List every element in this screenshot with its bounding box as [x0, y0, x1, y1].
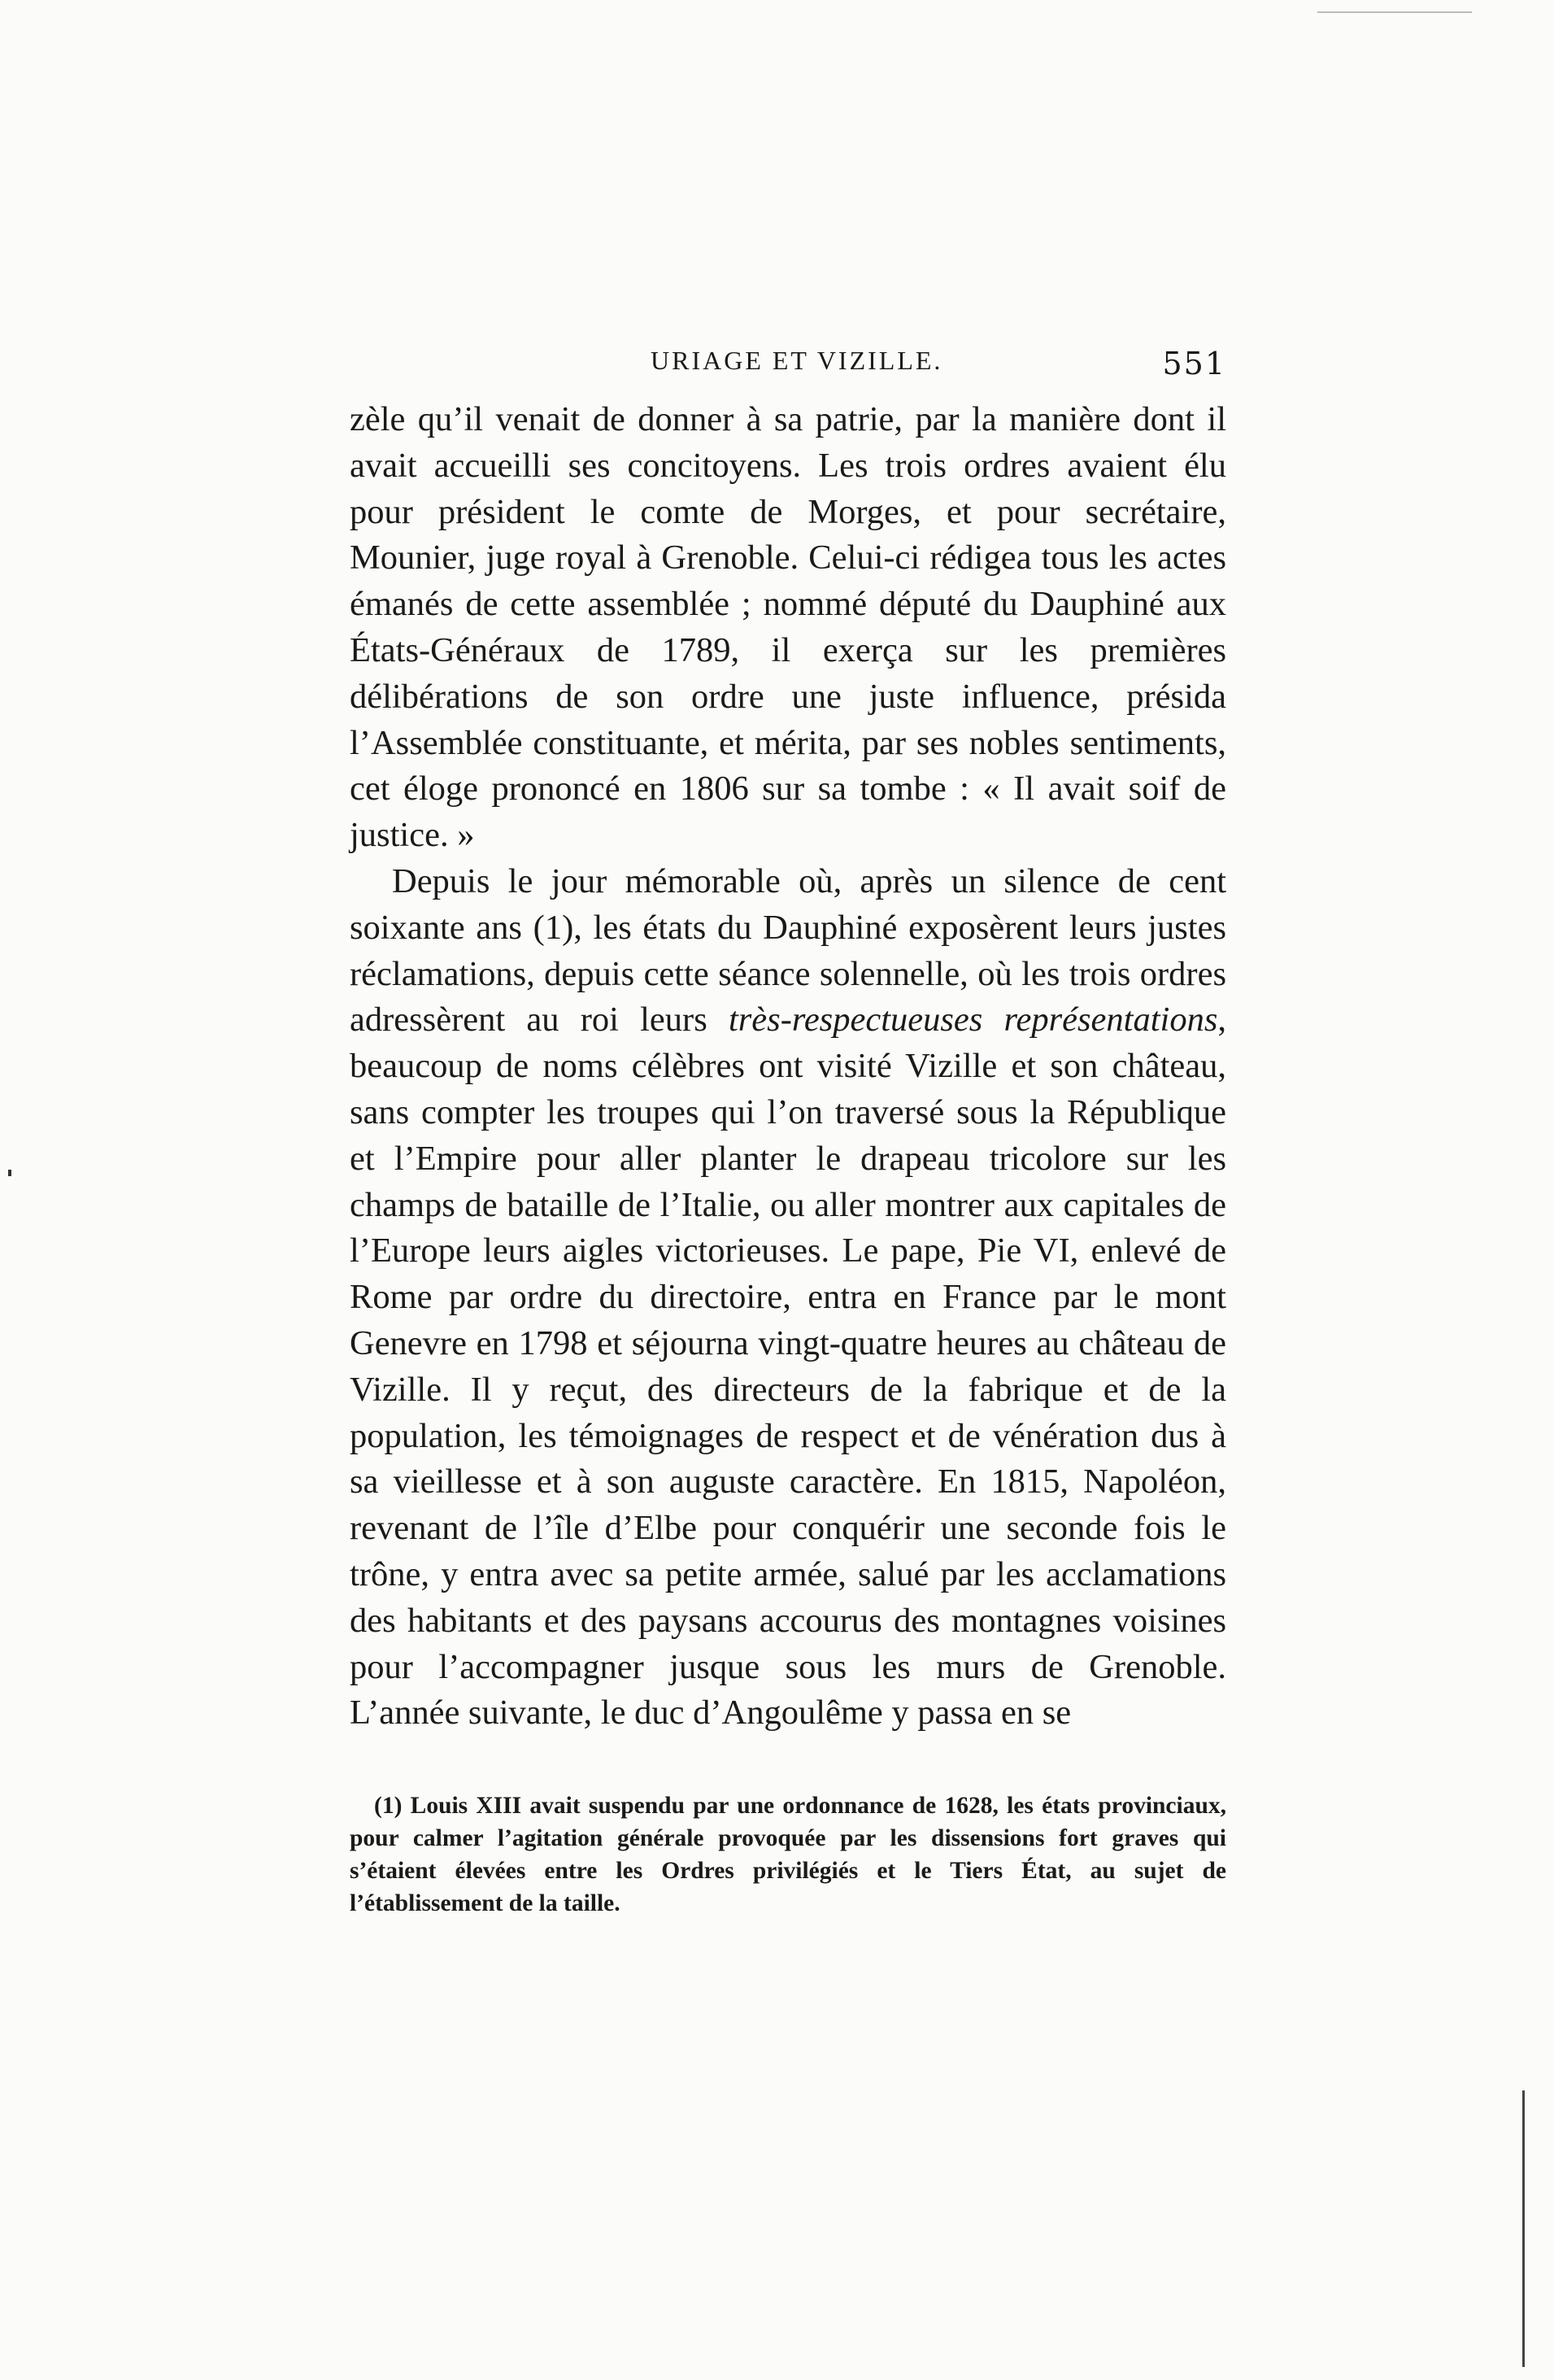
- paragraph-1: zèle qu’il venait de donner à sa patrie, par la manière dont il avait accueilli ses concitoyens. Les trois ordres avaient élu pour président le comte de Morges, et pour secrétaire, Mounier, juge royal à Grenoble. Celui-ci rédigea tous les actes émanés de cette assemblée ; nommé député du Dauphiné aux États-Généraux de 1789, il exerça sur les premières délibérations de son ordre une juste influence, présida l’Assemblée constituante, et mérita, par ses nobles sentiments, cet éloge prononcé en 1806 sur sa tombe : « Il avait soif de justice. »: [350, 400, 1226, 855]
- page-number: 551: [1162, 346, 1226, 381]
- footnotes: [350, 1789, 1226, 1920]
- running-head: [350, 346, 1226, 394]
- paragraph-2: [350, 859, 1226, 1737]
- main-text: [350, 397, 1226, 1737]
- scan-edge-mark-right: [1522, 2090, 1525, 2367]
- scan-edge-mark-top: [1317, 11, 1472, 13]
- running-head-title: URIAGE ET VIZILLE.: [651, 346, 943, 375]
- scan-edge-mark-left: [8, 1170, 11, 1176]
- paragraph-2-start: Depuis le jour mémorable où, après un silence de cent soixante ans (1), les états du Dauphiné exposèrent leurs justes réclamations, depuis cette séance solennelle, où les trois ordres adressèrent au roi leurs: [350, 861, 1226, 1040]
- paragraph-2-end: , beaucoup de noms célèbres ont visité Vizille et son château, sans compter les troupes qui l’on traversé sous la République et l’Empire pour aller planter le drapeau tricolore sur les champs de bataille de l’Italie, ou aller montrer aux capitales de l’Europe leurs aigles victorieuses. Le pape, Pie VI, enlevé de Rome par ordre du directoire, entra en France par le mont Genevre en 1798 et séjourna vingt-quatre heures au château de Vizille. Il y reçut, des directeurs de la fabrique et de la population, les témoignages de respect et de vénération dus à sa vieillesse et à son auguste caractère. En 1815, Napoléon, revenant de l’île d’Elbe pour conquérir une seconde fois le trône, y entra avec sa petite armée, salué par les acclamations des habitants et des paysans accourus des montagnes voisines pour l’accompagner jusque sous les murs de Grenoble. L’année suivante, le duc d’Angoulême y passa en se: [350, 1000, 1226, 1733]
- paragraph-2-italic: très-respectueuses représentations: [728, 1000, 1218, 1040]
- footnote-1: (1) Louis XIII avait suspendu par une ordonnance de 1628, les états provinciaux, pour calmer l’agitation générale provoquée par les dissensions fort graves qui s’étaient élevées entre les Ordres privilégiés et le Tiers État, au sujet de l’établissement de la taille.: [350, 1793, 1226, 1916]
